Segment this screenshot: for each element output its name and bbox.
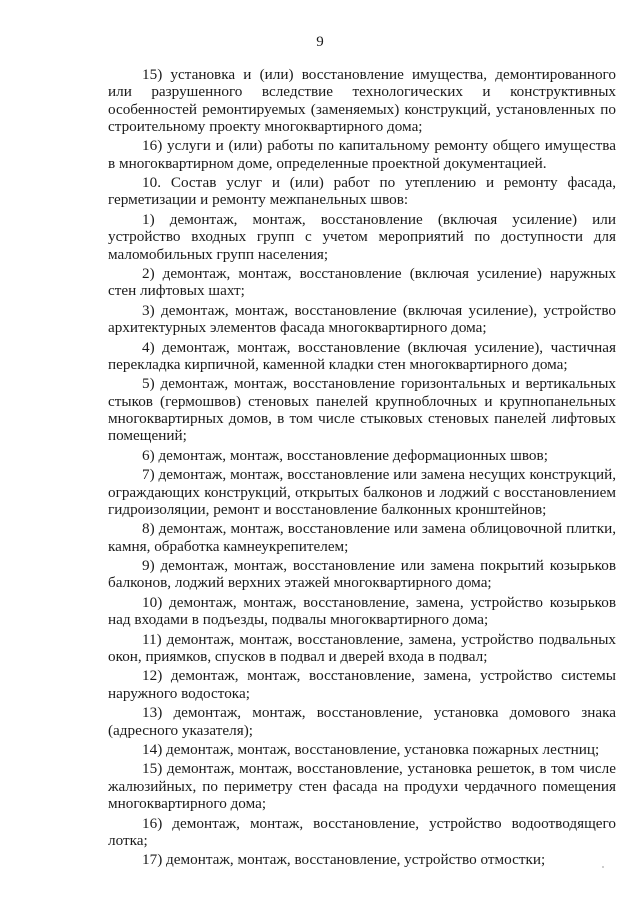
list-item-5: 5) демонтаж, монтаж, восстановление горизонтальных и вертикальных стыков (гермошвов) стеновых панелей крупноблочных и крупнопанельных многоквартирных домов, в том числе стыковых стеновых панелей лифтовых помещений; (108, 375, 616, 445)
page-number: 9 (316, 34, 324, 50)
list-item-10: 10) демонтаж, монтаж, восстановление, замена, устройство козырьков над входами в подъезды, подвалы многоквартирного дома; (108, 593, 616, 629)
scan-speck (602, 866, 604, 868)
list-item-6: 6) демонтаж, монтаж, восстановление деформационных швов; (142, 446, 548, 464)
section-10-heading: 10. Состав услуг и (или) работ по утеплению и ремонту фасада, герметизации и ремонту межпанельных швов: (108, 174, 616, 209)
list-item-17: 17) демонтаж, монтаж, восстановление, устройство отмостки; (142, 851, 546, 869)
list-item-8: 8) демонтаж, монтаж, восстановление или замена облицовочной плитки, камня, обработка камнеукрепителем; (108, 520, 616, 555)
list-item-3: 3) демонтаж, монтаж, восстановление (включая усиление), устройство архитектурных элементов фасада многоквартирного дома; (108, 301, 616, 337)
paragraph-item-16: 16) услуги и (или) работы по капитальному ремонту общего имущества в многоквартирном доме, определенные проектной документацией. (108, 137, 616, 172)
list-item-11: 11) демонтаж, монтаж, восстановление, замена, устройство подвальных окон, приямков, спусков в подвал и дверей входа в подвал; (108, 630, 616, 665)
document-body (108, 66, 616, 871)
list-item-2: 2) демонтаж, монтаж, восстановление (включая усиление) наружных стен лифтовых шахт; (108, 265, 616, 300)
list-item-13: 13) демонтаж, монтаж, восстановление, установка домового знака (адресного указателя); (108, 704, 616, 739)
list-item-1: 1) демонтаж, монтаж, восстановление (включая усиление) или устройство входных групп с учетом мероприятий по доступности для маломобильных групп населения; (108, 210, 616, 263)
list-item-4: 4) демонтаж, монтаж, восстановление (включая усиление), частичная перекладка кирпичной, каменной кладки стен многоквартирного дома; (108, 338, 616, 373)
list-item-9: 9) демонтаж, монтаж, восстановление или замена покрытий козырьков балконов, лоджий верхних этажей многоквартирного дома; (108, 557, 616, 592)
list-item-12: 12) демонтаж, монтаж, восстановление, замена, устройство системы наружного водостока; (108, 667, 616, 702)
list-item-14: 14) демонтаж, монтаж, восстановление, установка пожарных лестниц; (142, 740, 600, 758)
list-item-15: 15) демонтаж, монтаж, восстановление, установка решеток, в том числе жалюзийных, по периметру стен фасада на продухи чердачного помещения многоквартирного дома; (108, 760, 616, 813)
paragraph-item-15: 15) установка и (или) восстановление имущества, демонтированного или разрушенного вследствие технологических и конструктивных особенностей ремонтируемых (заменяемых) конструкций, установленных по строительному проекту многоквартирного дома; (108, 66, 616, 135)
list-item-7: 7) демонтаж, монтаж, восстановление или замена несущих конструкций, ограждающих конструкций, открытых балконов и лоджий с восстановлением гидроизоляции, ремонт и восстановление балконных кронштейнов; (108, 466, 616, 518)
list-item-16: 16) демонтаж, монтаж, восстановление, устройство водоотводящего лотка; (108, 814, 616, 849)
